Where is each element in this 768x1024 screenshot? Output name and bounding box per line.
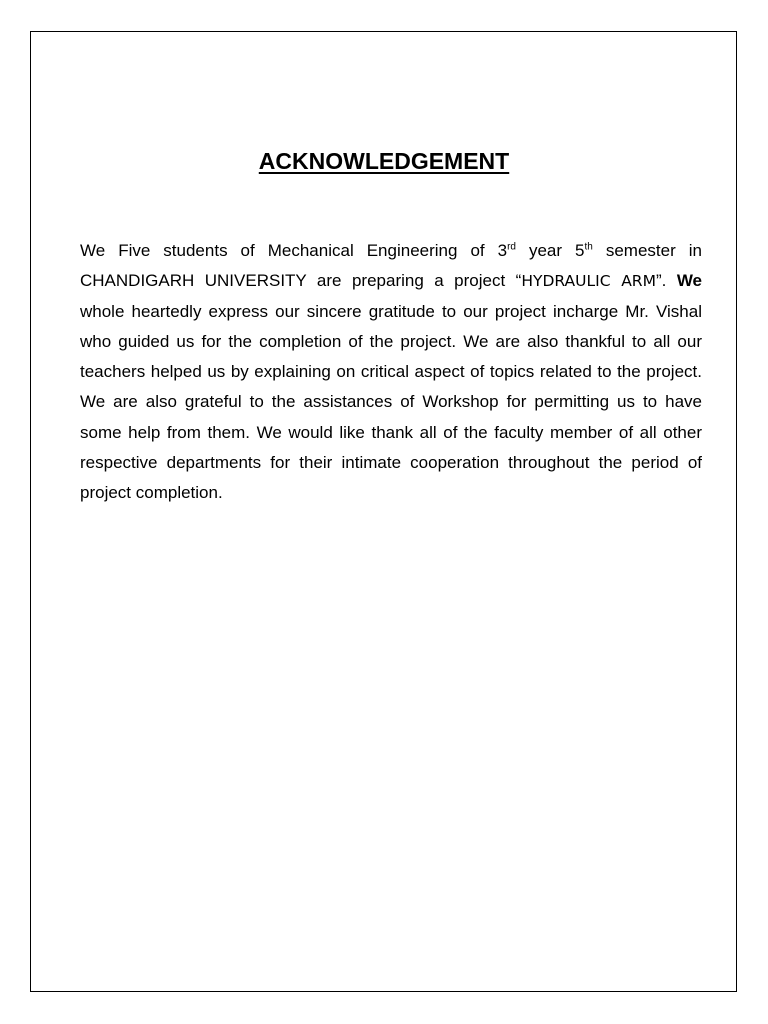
ordinal-suffix-th: th	[584, 241, 593, 253]
paragraph-text-4: ”.	[655, 271, 677, 291]
paragraph-text-1: We Five students of Mechanical Engineering of 3	[80, 241, 508, 260]
paragraph-text-2: year 5	[515, 241, 585, 260]
page-border	[30, 31, 737, 992]
paragraph-text-5: whole heartedly express our sincere gratitude to our project incharge Mr. Vishal who guided us for the completion of the project. We are also thankful to all our teachers helped us by explaining on critical aspect of topics related to the project. We are also grateful to the assistances of Workshop for permitting us to have some help from them. We would like thank all of the faculty member of all other respective departments for their intimate cooperation throughout the period of project completion.	[80, 301, 702, 503]
ordinal-suffix-rd: rd	[507, 241, 516, 253]
paragraph-text-3: semester in CHANDIGARH UNIVERSITY are preparing a project “	[80, 241, 702, 291]
project-name: HYDRAULIC ARM	[521, 272, 656, 291]
acknowledgement-paragraph	[80, 236, 702, 509]
page-title: ACKNOWLEDGEMENT	[258, 148, 510, 174]
paragraph-text-bold-we: We	[676, 271, 703, 291]
